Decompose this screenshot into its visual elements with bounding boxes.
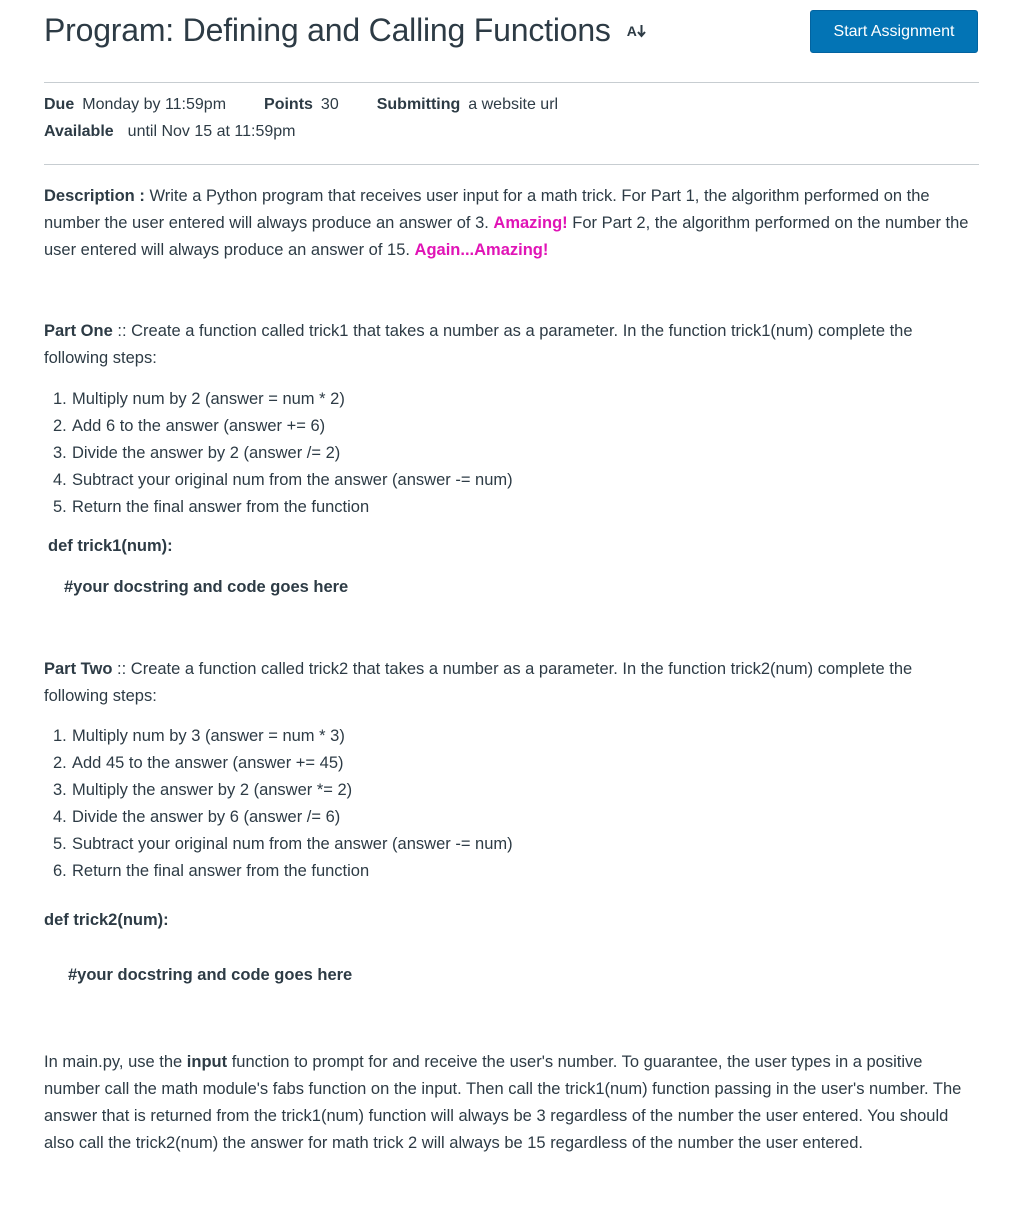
ai-sort-icon[interactable]: [627, 23, 646, 39]
list-item: [53, 750, 513, 777]
step-number: 1.: [53, 727, 67, 745]
step-text: Multiply num by 3 (answer = num * 3): [72, 727, 345, 745]
step-text: Add 45 to the answer (answer += 45): [72, 754, 344, 772]
list-item: [53, 858, 513, 885]
description-paragraph: [44, 183, 974, 264]
step-number: 5.: [53, 498, 67, 516]
title-row: [44, 10, 978, 54]
description-text-1: Write a Python program that receives user input for a math trick. For Part 1, the algorithm performed on the number the user entered will always produce an answer of 3.: [44, 187, 930, 232]
list-item: [53, 440, 513, 467]
part-two-label: Part Two: [44, 660, 113, 678]
step-number: 3.: [53, 444, 67, 462]
arrow-down-icon: [637, 24, 646, 38]
main-py-paragraph: [44, 1049, 974, 1157]
trick1-comment-line: #your docstring and code goes here: [64, 578, 349, 596]
step-text: Add 6 to the answer (answer += 6): [72, 417, 326, 435]
part-one-steps: [53, 386, 513, 521]
input-keyword: input: [186, 1053, 228, 1071]
start-assignment-button[interactable]: Start Assignment: [810, 10, 978, 53]
step-number: 4.: [53, 471, 67, 489]
step-text: Subtract your original num from the answer (answer -= num): [72, 471, 513, 489]
points-value: 30: [320, 96, 339, 113]
step-text: Divide the answer by 2 (answer /= 2): [72, 444, 341, 462]
page-title: [44, 12, 646, 49]
due-value: Monday by 11:59pm: [82, 96, 227, 113]
main-py-text-1: In main.py, use the: [44, 1053, 187, 1071]
part-one-paragraph: [44, 318, 974, 372]
amazing-highlight-2: Again...Amazing!: [414, 241, 549, 259]
list-item: [53, 831, 513, 858]
divider-top: [44, 82, 979, 83]
list-item: [53, 413, 513, 440]
list-item: [53, 804, 513, 831]
amazing-highlight-1: Amazing!: [493, 214, 568, 232]
step-text: Subtract your original num from the answer (answer -= num): [72, 835, 513, 853]
list-item: [53, 494, 513, 521]
step-text: Multiply the answer by 2 (answer *= 2): [72, 781, 353, 799]
due-label: Due: [44, 96, 75, 113]
submitting-label: Submitting: [376, 96, 461, 113]
step-text: Return the final answer from the function: [72, 498, 370, 516]
description-text-2: For Part 2, the algorithm performed on the number the user entered will always produce an answer of 15.: [44, 214, 969, 259]
part-one-label: Part One: [44, 322, 113, 340]
list-item: [53, 723, 513, 750]
trick2-def-line: def trick2(num):: [44, 911, 169, 929]
step-number: 2.: [53, 754, 67, 772]
step-text: Divide the answer by 6 (answer /= 6): [72, 808, 341, 826]
meta-row-1: [44, 96, 558, 114]
list-item: [53, 777, 513, 804]
part-two-text: :: Create a function called trick2 that takes a number as a parameter. In the function trick2(num) complete the following steps:: [44, 660, 913, 705]
divider-bottom: [44, 164, 979, 165]
step-number: 5.: [53, 835, 67, 853]
trick1-def-line: def trick1(num):: [48, 537, 173, 555]
part-two-steps: [53, 723, 513, 885]
submitting-value: a website url: [468, 96, 559, 113]
page-title-text: Program: Defining and Calling Functions: [44, 12, 611, 48]
main-py-text-2: function to prompt for and receive the user's number. To guarantee, the user types in a positive number call the math module's fabs function on the input. Then call the trick1(num) function passing in the user's number. The answer that is returned from the trick1(num) function will always be 3 regardless of the number the user entered. You should also call the trick2(num) the answer for math trick 2 will always be 15 regardless of the number the user entered.: [44, 1053, 962, 1152]
trick2-comment-line: #your docstring and code goes here: [68, 966, 353, 984]
available-label: Available: [44, 123, 114, 140]
step-number: 4.: [53, 808, 67, 826]
available-value: until Nov 15 at 11:59pm: [127, 123, 296, 140]
part-two-paragraph: [44, 656, 974, 710]
meta-row-2: [44, 123, 295, 141]
points-label: Points: [264, 96, 313, 113]
part-one-text: :: Create a function called trick1 that takes a number as a parameter. In the function trick1(num) complete the following steps:: [44, 322, 913, 367]
step-text: Return the final answer from the function: [72, 862, 370, 880]
description-label: Description :: [44, 187, 145, 205]
step-number: 2.: [53, 417, 67, 435]
step-number: 1.: [53, 390, 67, 408]
step-number: 6.: [53, 862, 67, 880]
step-number: 3.: [53, 781, 67, 799]
list-item: [53, 467, 513, 494]
step-text: Multiply num by 2 (answer = num * 2): [72, 390, 345, 408]
ai-icon-letter: A: [626, 22, 637, 39]
list-item: [53, 386, 513, 413]
